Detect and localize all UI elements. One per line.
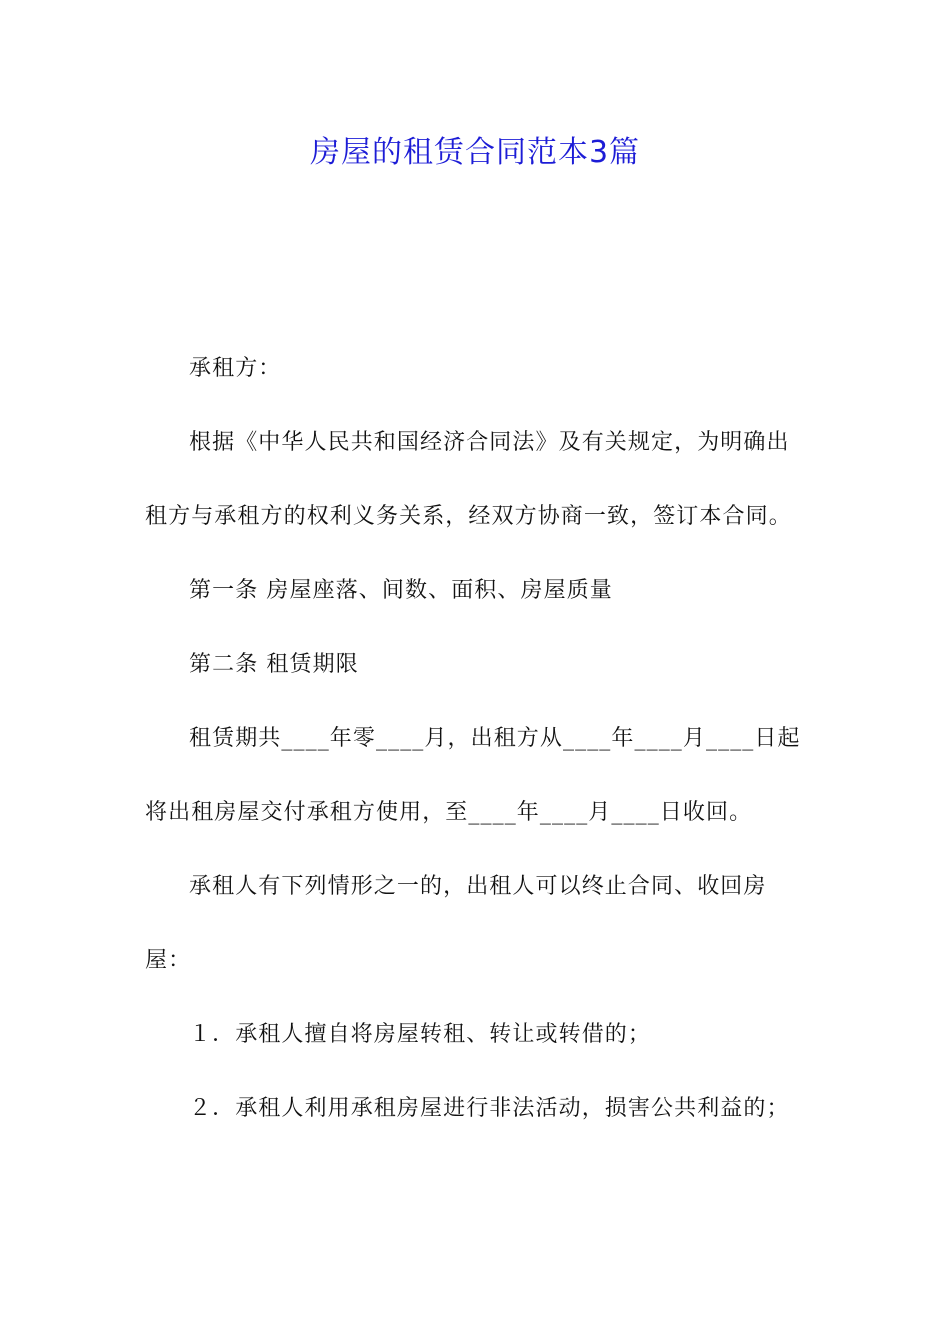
document-body bbox=[145, 332, 810, 1146]
article-2-heading: 第二条 租赁期限 bbox=[189, 652, 359, 677]
paragraph-termination-conditions: 承租人有下列情形之一的，出租人可以终止合同、收回房屋： bbox=[145, 874, 767, 973]
document-title: 房屋的租赁合同范本3篇 bbox=[309, 135, 641, 170]
paragraph-lease-term: 租赁期共____年零____月，出租方从____年____月____日起将出租房屋交付承租方使用，至____年____月____日收回。 bbox=[145, 726, 801, 825]
paragraph-preamble: 根据《中华人民共和国经济合同法》及有关规定，为明确出租方与承租方的权利义务关系，经双方协商一致，签订本合同。 bbox=[145, 430, 792, 529]
list-item-2: ２．承租人利用承租房屋进行非法活动，损害公共利益的； bbox=[189, 1096, 790, 1121]
list-item-1: １．承租人擅自将房屋转租、转让或转借的； bbox=[189, 1022, 652, 1047]
paragraph-lessee: 承租方： bbox=[189, 356, 282, 381]
article-1-heading: 第一条 房屋座落、间数、面积、房屋质量 bbox=[189, 578, 613, 603]
